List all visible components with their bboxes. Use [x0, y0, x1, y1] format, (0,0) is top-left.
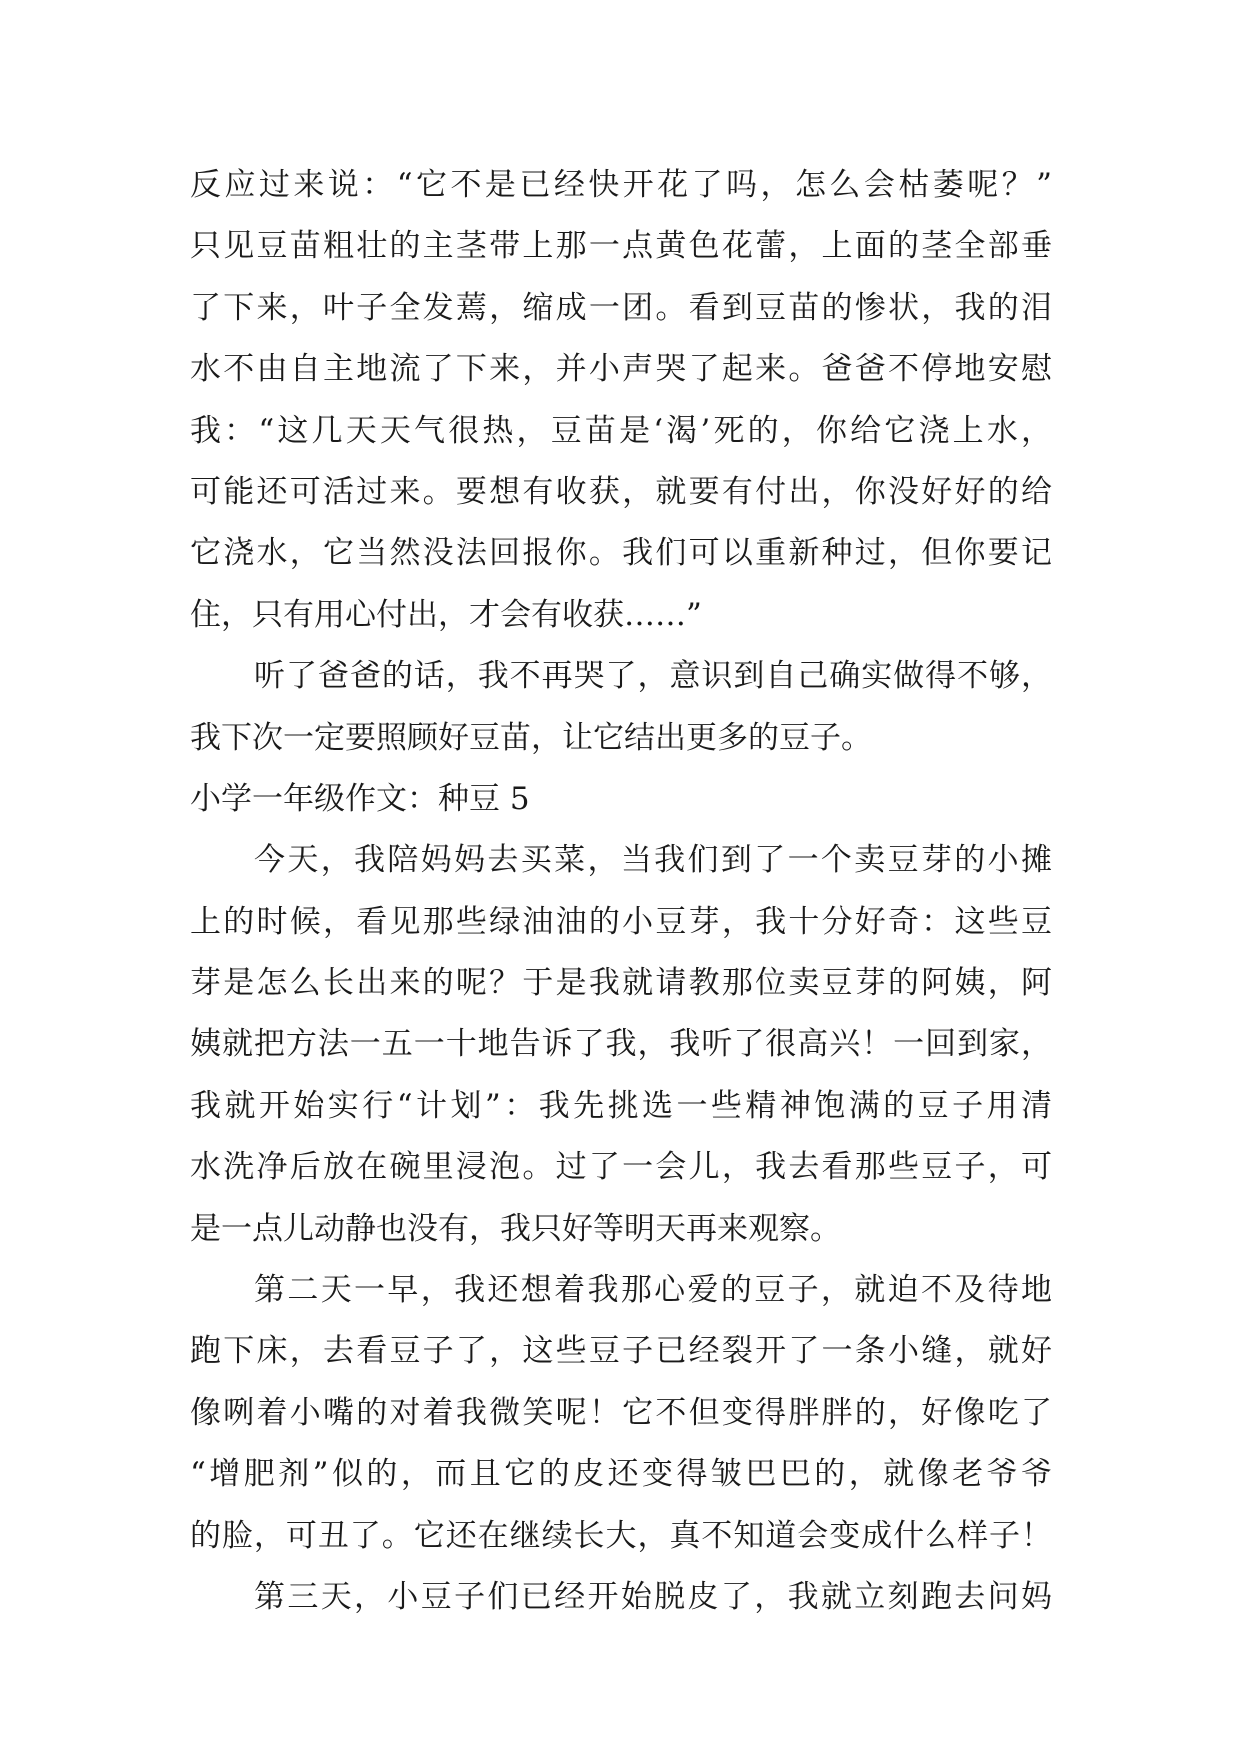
text-line: 第二天一早，我还想着我那心爱的豆子，就迫不及待地 — [254, 1272, 1052, 1309]
text-line: 我下次一定要照顾好豆苗，让它结出更多的豆子。 — [190, 719, 872, 756]
text-line: 跑下床，去看豆子了，这些豆子已经裂开了一条小缝，就好 — [190, 1333, 1052, 1370]
text-line: 今天，我陪妈妈去买菜，当我们到了一个卖豆芽的小摊 — [254, 842, 1052, 879]
text-line: 反应过来说：“它不是已经快开花了吗，怎么会枯萎呢？” — [190, 167, 1052, 203]
text-line: 我：“这几天天气很热，豆苗是‘渴’死的，你给它浇上水， — [190, 412, 1052, 449]
text-line: 只见豆苗粗壮的主茎带上那一点黄色花蕾，上面的茎全部垂 — [190, 228, 1052, 265]
text-line: 了下来，叶子全发蔫，缩成一团。看到豆苗的惨状，我的泪 — [190, 289, 1052, 326]
text-line: 姨就把方法一五一十地告诉了我，我听了很高兴！一回到家， — [190, 1026, 1052, 1063]
essay-title: 小学一年级作文：种豆 5 — [190, 780, 530, 817]
text-line: “增肥剂”似的，而且它的皮还变得皱巴巴的，就像老爷爷 — [190, 1456, 1052, 1493]
text-line: 听了爸爸的话，我不再哭了，意识到自己确实做得不够， — [254, 658, 1052, 695]
text-line: 它浇水，它当然没法回报你。我们可以重新种过，但你要记 — [190, 535, 1052, 572]
text-line: 是一点儿动静也没有，我只好等明天再来观察。 — [190, 1210, 841, 1247]
document-body — [190, 155, 1052, 1628]
text-line: 水不由自主地流了下来，并小声哭了起来。爸爸不停地安慰 — [190, 351, 1052, 388]
text-line: 上的时候，看见那些绿油油的小豆芽，我十分好奇：这些豆 — [190, 903, 1052, 940]
text-line: 的脸，可丑了。它还在继续长大，真不知道会变成什么样子！ — [190, 1517, 1052, 1554]
text-line: 芽是怎么长出来的呢？于是我就请教那位卖豆芽的阿姨，阿 — [190, 965, 1052, 1002]
text-line: 我就开始实行“计划”：我先挑选一些精神饱满的豆子用清 — [190, 1087, 1052, 1124]
text-line: 可能还可活过来。要想有收获，就要有付出，你没好好的给 — [190, 473, 1052, 510]
text-line: 第三天，小豆子们已经开始脱皮了，我就立刻跑去问妈 — [254, 1578, 1052, 1615]
text-line: 住，只有用心付出，才会有收获……” — [190, 596, 702, 633]
text-line: 水洗净后放在碗里浸泡。过了一会儿，我去看那些豆子，可 — [190, 1149, 1052, 1186]
text-line: 像咧着小嘴的对着我微笑呢！它不但变得胖胖的，好像吃了 — [190, 1394, 1052, 1431]
